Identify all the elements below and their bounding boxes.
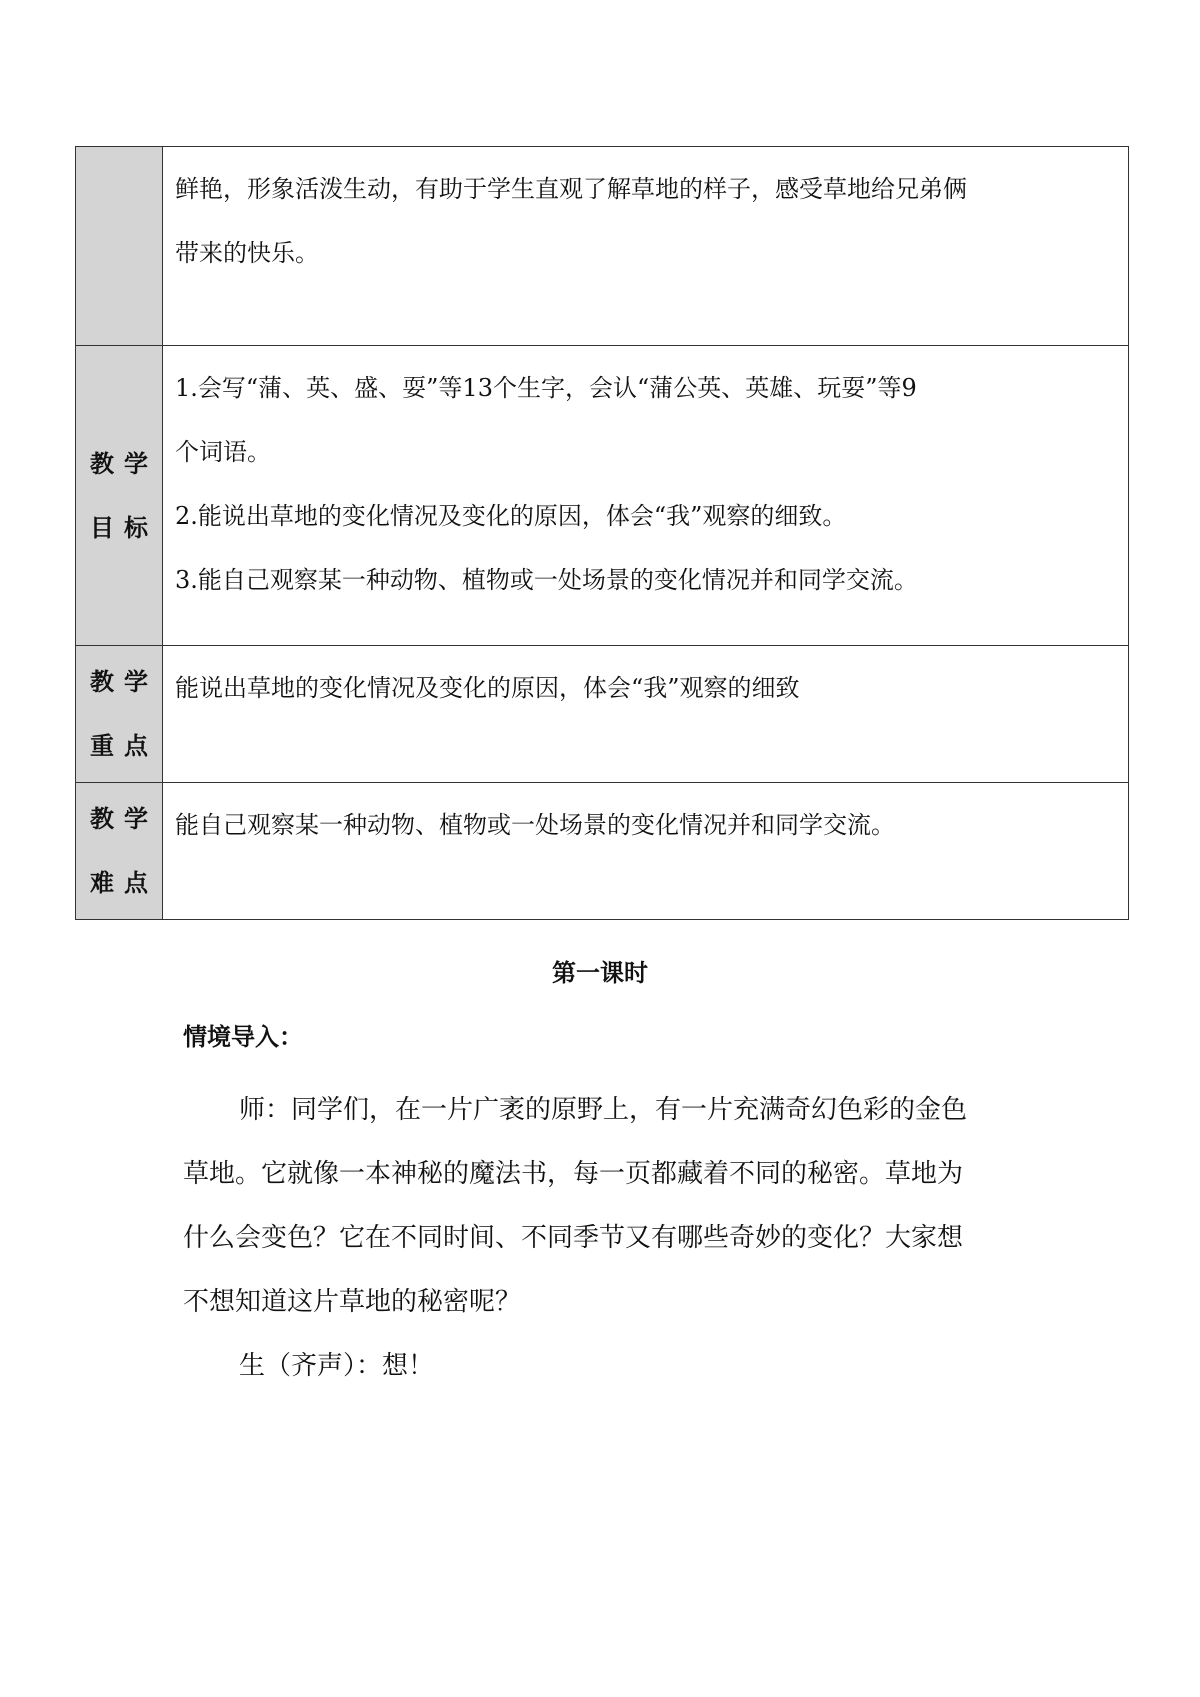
- row-content-cell: [163, 646, 1129, 783]
- content-line: 带来的快乐。: [175, 239, 319, 267]
- paragraph-line: 师：同学们，在一片广袤的原野上，有一片充满奇幻色彩的金色: [239, 1095, 968, 1125]
- paragraph-line: 草地。它就像一本神秘的魔法书，每一页都藏着不同的秘密。草地为: [183, 1159, 964, 1189]
- content-line: 个词语。: [175, 438, 271, 466]
- row-label-cell: [76, 346, 163, 646]
- row-label-line: 教学: [90, 805, 158, 833]
- table-row: [76, 783, 1129, 920]
- table-row: [76, 346, 1129, 646]
- student-paragraph: [183, 1334, 1063, 1398]
- row-content-cell: [163, 783, 1129, 920]
- table-row: [76, 147, 1129, 346]
- content-line: 3.能自己观察某一种动物、植物或一处场景的变化情况并和同学交流。: [175, 566, 918, 594]
- row-label-cell: [76, 646, 163, 783]
- paragraph-line: 生（齐声）：想！: [239, 1351, 435, 1381]
- content-line: 能自己观察某一种动物、植物或一处场景的变化情况并和同学交流。: [175, 811, 895, 839]
- row-label-cell: [76, 783, 163, 920]
- paragraph-line: 什么会变色？它在不同时间、不同季节又有哪些奇妙的变化？大家想: [183, 1223, 964, 1253]
- content-line: 鲜艳，形象活泼生动，有助于学生直观了解草地的样子，感受草地给兄弟俩: [175, 175, 967, 203]
- row-content-cell: [163, 346, 1129, 646]
- table-row: [76, 646, 1129, 783]
- lesson-info-table: [75, 146, 1129, 920]
- paragraph-line: 不想知道这片草地的秘密呢？: [183, 1287, 522, 1317]
- row-label-line: 教学: [90, 668, 158, 696]
- row-label-line: 目标: [90, 513, 158, 542]
- content-line: 2.能说出草地的变化情况及变化的原因，体会“我”观察的细致。: [175, 502, 847, 530]
- content-line: 1.会写“蒲、英、盛、耍”等13个生字，会认“蒲公英、英雄、玩耍”等9: [175, 374, 917, 402]
- section-title: 第一课时: [552, 959, 648, 987]
- row-label-line: 难点: [90, 869, 158, 897]
- row-content-cell: [163, 147, 1129, 346]
- content-line: 能说出草地的变化情况及变化的原因，体会“我”观察的细致: [175, 674, 800, 702]
- row-label-line: 重点: [90, 732, 158, 760]
- teacher-paragraph: [183, 1078, 1063, 1334]
- row-label-line: 教学: [90, 449, 158, 478]
- subhead-scenario-intro: 情境导入：: [183, 1023, 303, 1051]
- row-label-cell: [76, 147, 163, 346]
